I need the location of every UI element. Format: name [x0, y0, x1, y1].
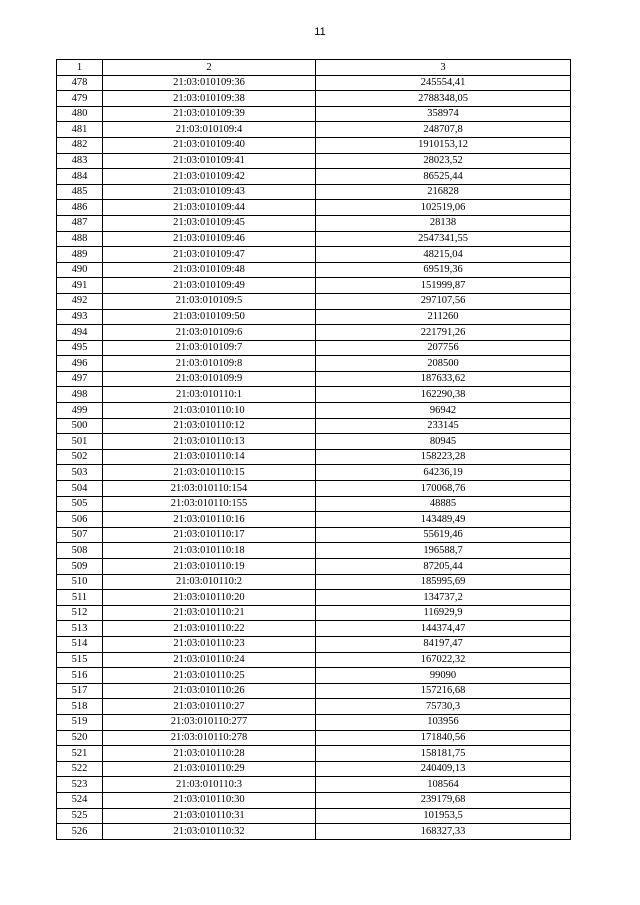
row-number-cell: 511	[57, 590, 103, 606]
cadastral-number-cell: 21:03:010110:277	[103, 714, 316, 730]
row-number-cell: 495	[57, 340, 103, 356]
cadastral-number-cell: 21:03:010109:40	[103, 137, 316, 153]
row-number-cell: 485	[57, 184, 103, 200]
value-cell: 87205,44	[316, 559, 571, 575]
cadastral-number-cell: 21:03:010110:32	[103, 824, 316, 840]
table-row	[57, 262, 571, 278]
row-number-cell: 505	[57, 496, 103, 512]
cadastral-number-cell: 21:03:010110:15	[103, 465, 316, 481]
row-number-cell: 506	[57, 512, 103, 528]
row-number-cell: 526	[57, 824, 103, 840]
table-row	[57, 247, 571, 263]
table-row	[57, 543, 571, 559]
table-row	[57, 777, 571, 793]
table-row	[57, 340, 571, 356]
cadastral-number-cell: 21:03:010109:5	[103, 293, 316, 309]
table-row	[57, 824, 571, 840]
cadastral-number-cell: 21:03:010110:31	[103, 808, 316, 824]
row-number-cell: 513	[57, 621, 103, 637]
cadastral-number-cell: 21:03:010110:26	[103, 683, 316, 699]
table-row	[57, 215, 571, 231]
value-cell: 55619,46	[316, 527, 571, 543]
cadastral-number-cell: 21:03:010109:46	[103, 231, 316, 247]
value-cell: 211260	[316, 309, 571, 325]
cadastral-number-cell: 21:03:010110:20	[103, 590, 316, 606]
cadastral-number-cell: 21:03:010110:21	[103, 605, 316, 621]
value-cell: 116929,9	[316, 605, 571, 621]
row-number-cell: 486	[57, 200, 103, 216]
cadastral-number-cell: 21:03:010110:3	[103, 777, 316, 793]
table-row	[57, 449, 571, 465]
table-row	[57, 668, 571, 684]
row-number-cell: 507	[57, 527, 103, 543]
cadastral-number-cell: 21:03:010109:36	[103, 75, 316, 91]
table-row	[57, 293, 571, 309]
value-cell: 162290,38	[316, 387, 571, 403]
value-cell: 171840,56	[316, 730, 571, 746]
cadastral-number-cell: 21:03:010110:25	[103, 668, 316, 684]
cadastral-number-cell: 21:03:010110:278	[103, 730, 316, 746]
row-number-cell: 523	[57, 777, 103, 793]
row-number-cell: 510	[57, 574, 103, 590]
table-row	[57, 590, 571, 606]
value-cell: 108564	[316, 777, 571, 793]
table-row	[57, 75, 571, 91]
value-cell: 134737,2	[316, 590, 571, 606]
cadastral-number-cell: 21:03:010109:7	[103, 340, 316, 356]
value-cell: 157216,68	[316, 683, 571, 699]
table-row	[57, 714, 571, 730]
table-row	[57, 559, 571, 575]
cadastral-number-cell: 21:03:010109:50	[103, 309, 316, 325]
row-number-cell: 484	[57, 169, 103, 185]
cadastral-number-cell: 21:03:010110:18	[103, 543, 316, 559]
row-number-cell: 483	[57, 153, 103, 169]
cadastral-number-cell: 21:03:010109:38	[103, 91, 316, 107]
table-row	[57, 200, 571, 216]
row-number-cell: 503	[57, 465, 103, 481]
value-cell: 103956	[316, 714, 571, 730]
table-row	[57, 761, 571, 777]
cadastral-number-cell: 21:03:010110:27	[103, 699, 316, 715]
page-number: 11	[314, 26, 326, 38]
row-number-cell: 518	[57, 699, 103, 715]
value-cell: 99090	[316, 668, 571, 684]
row-number-cell: 522	[57, 761, 103, 777]
row-number-cell: 524	[57, 792, 103, 808]
row-number-cell: 525	[57, 808, 103, 824]
table-row	[57, 496, 571, 512]
row-number-cell: 492	[57, 293, 103, 309]
cadastral-number-cell: 21:03:010109:47	[103, 247, 316, 263]
table-row	[57, 574, 571, 590]
row-number-cell: 479	[57, 91, 103, 107]
row-number-cell: 501	[57, 434, 103, 450]
row-number-cell: 491	[57, 278, 103, 294]
cadastral-number-cell: 21:03:010110:22	[103, 621, 316, 637]
value-cell: 28138	[316, 215, 571, 231]
row-number-cell: 515	[57, 652, 103, 668]
table-row	[57, 434, 571, 450]
table-row	[57, 278, 571, 294]
row-number-cell: 520	[57, 730, 103, 746]
cadastral-number-cell: 21:03:010109:43	[103, 184, 316, 200]
value-cell: 64236,19	[316, 465, 571, 481]
value-cell: 158181,75	[316, 746, 571, 762]
value-cell: 86525,44	[316, 169, 571, 185]
value-cell: 151999,87	[316, 278, 571, 294]
value-cell: 207756	[316, 340, 571, 356]
value-cell: 167022,32	[316, 652, 571, 668]
value-cell: 101953,5	[316, 808, 571, 824]
row-number-cell: 497	[57, 371, 103, 387]
table-header-row	[57, 60, 571, 76]
row-number-cell: 481	[57, 122, 103, 138]
row-number-cell: 517	[57, 683, 103, 699]
cadastral-number-cell: 21:03:010109:49	[103, 278, 316, 294]
cadastral-number-cell: 21:03:010109:6	[103, 325, 316, 341]
row-number-cell: 478	[57, 75, 103, 91]
cadastral-number-cell: 21:03:010110:24	[103, 652, 316, 668]
value-cell: 196588,7	[316, 543, 571, 559]
value-cell: 187633,62	[316, 371, 571, 387]
row-number-cell: 512	[57, 605, 103, 621]
cadastral-number-cell: 21:03:010110:19	[103, 559, 316, 575]
table-row	[57, 403, 571, 419]
cadastral-number-cell: 21:03:010110:29	[103, 761, 316, 777]
value-cell: 143489,49	[316, 512, 571, 528]
cadastral-number-cell: 21:03:010109:45	[103, 215, 316, 231]
row-number-cell: 502	[57, 449, 103, 465]
cadastral-table	[56, 59, 571, 840]
table-row	[57, 621, 571, 637]
row-number-cell: 498	[57, 387, 103, 403]
value-cell: 185995,69	[316, 574, 571, 590]
column-header: 2	[103, 60, 316, 76]
row-number-cell: 490	[57, 262, 103, 278]
cadastral-number-cell: 21:03:010110:28	[103, 746, 316, 762]
value-cell: 216828	[316, 184, 571, 200]
row-number-cell: 504	[57, 481, 103, 497]
value-cell: 80945	[316, 434, 571, 450]
row-number-cell: 482	[57, 137, 103, 153]
table-row	[57, 371, 571, 387]
table-row	[57, 465, 571, 481]
table-row	[57, 636, 571, 652]
table-row	[57, 387, 571, 403]
value-cell: 358974	[316, 106, 571, 122]
table-row	[57, 699, 571, 715]
row-number-cell: 480	[57, 106, 103, 122]
row-number-cell: 494	[57, 325, 103, 341]
table-row	[57, 231, 571, 247]
value-cell: 96942	[316, 403, 571, 419]
value-cell: 245554,41	[316, 75, 571, 91]
row-number-cell: 509	[57, 559, 103, 575]
value-cell: 1910153,12	[316, 137, 571, 153]
table-row	[57, 169, 571, 185]
table-row	[57, 153, 571, 169]
row-number-cell: 508	[57, 543, 103, 559]
cadastral-number-cell: 21:03:010110:154	[103, 481, 316, 497]
table-row	[57, 91, 571, 107]
table-row	[57, 481, 571, 497]
table-body	[57, 75, 571, 839]
cadastral-number-cell: 21:03:010110:16	[103, 512, 316, 528]
row-number-cell: 489	[57, 247, 103, 263]
table-row	[57, 356, 571, 372]
table-row	[57, 106, 571, 122]
table-row	[57, 683, 571, 699]
table-row	[57, 652, 571, 668]
cadastral-number-cell: 21:03:010110:10	[103, 403, 316, 419]
table-row	[57, 137, 571, 153]
cadastral-number-cell: 21:03:010109:44	[103, 200, 316, 216]
cadastral-number-cell: 21:03:010110:14	[103, 449, 316, 465]
column-header: 3	[316, 60, 571, 76]
table-row	[57, 792, 571, 808]
cadastral-number-cell: 21:03:010110:12	[103, 418, 316, 434]
cadastral-number-cell: 21:03:010110:1	[103, 387, 316, 403]
value-cell: 240409,13	[316, 761, 571, 777]
value-cell: 2788348,05	[316, 91, 571, 107]
value-cell: 158223,28	[316, 449, 571, 465]
row-number-cell: 514	[57, 636, 103, 652]
value-cell: 2547341,55	[316, 231, 571, 247]
table-row	[57, 808, 571, 824]
value-cell: 297107,56	[316, 293, 571, 309]
table-row	[57, 512, 571, 528]
cadastral-number-cell: 21:03:010109:41	[103, 153, 316, 169]
value-cell: 28023,52	[316, 153, 571, 169]
row-number-cell: 493	[57, 309, 103, 325]
row-number-cell: 487	[57, 215, 103, 231]
value-cell: 69519,36	[316, 262, 571, 278]
row-number-cell: 516	[57, 668, 103, 684]
cadastral-number-cell: 21:03:010110:17	[103, 527, 316, 543]
cadastral-number-cell: 21:03:010110:13	[103, 434, 316, 450]
column-header: 1	[57, 60, 103, 76]
cadastral-number-cell: 21:03:010109:4	[103, 122, 316, 138]
row-number-cell: 521	[57, 746, 103, 762]
value-cell: 48885	[316, 496, 571, 512]
value-cell: 84197,47	[316, 636, 571, 652]
row-number-cell: 496	[57, 356, 103, 372]
cadastral-number-cell: 21:03:010110:30	[103, 792, 316, 808]
value-cell: 48215,04	[316, 247, 571, 263]
row-number-cell: 500	[57, 418, 103, 434]
value-cell: 221791,26	[316, 325, 571, 341]
value-cell: 208500	[316, 356, 571, 372]
value-cell: 168327,33	[316, 824, 571, 840]
table-row	[57, 527, 571, 543]
cadastral-number-cell: 21:03:010109:48	[103, 262, 316, 278]
value-cell: 239179,68	[316, 792, 571, 808]
table-row	[57, 605, 571, 621]
table-row	[57, 418, 571, 434]
row-number-cell: 488	[57, 231, 103, 247]
cadastral-number-cell: 21:03:010110:2	[103, 574, 316, 590]
cadastral-number-cell: 21:03:010109:8	[103, 356, 316, 372]
value-cell: 102519,06	[316, 200, 571, 216]
table-row	[57, 184, 571, 200]
cadastral-number-cell: 21:03:010110:23	[103, 636, 316, 652]
cadastral-number-cell: 21:03:010109:9	[103, 371, 316, 387]
value-cell: 75730,3	[316, 699, 571, 715]
value-cell: 233145	[316, 418, 571, 434]
table-row	[57, 122, 571, 138]
table-row	[57, 325, 571, 341]
value-cell: 170068,76	[316, 481, 571, 497]
value-cell: 248707,8	[316, 122, 571, 138]
cadastral-number-cell: 21:03:010110:155	[103, 496, 316, 512]
value-cell: 144374,47	[316, 621, 571, 637]
row-number-cell: 519	[57, 714, 103, 730]
table-row	[57, 730, 571, 746]
cadastral-number-cell: 21:03:010109:39	[103, 106, 316, 122]
cadastral-number-cell: 21:03:010109:42	[103, 169, 316, 185]
row-number-cell: 499	[57, 403, 103, 419]
table-row	[57, 309, 571, 325]
table-row	[57, 746, 571, 762]
